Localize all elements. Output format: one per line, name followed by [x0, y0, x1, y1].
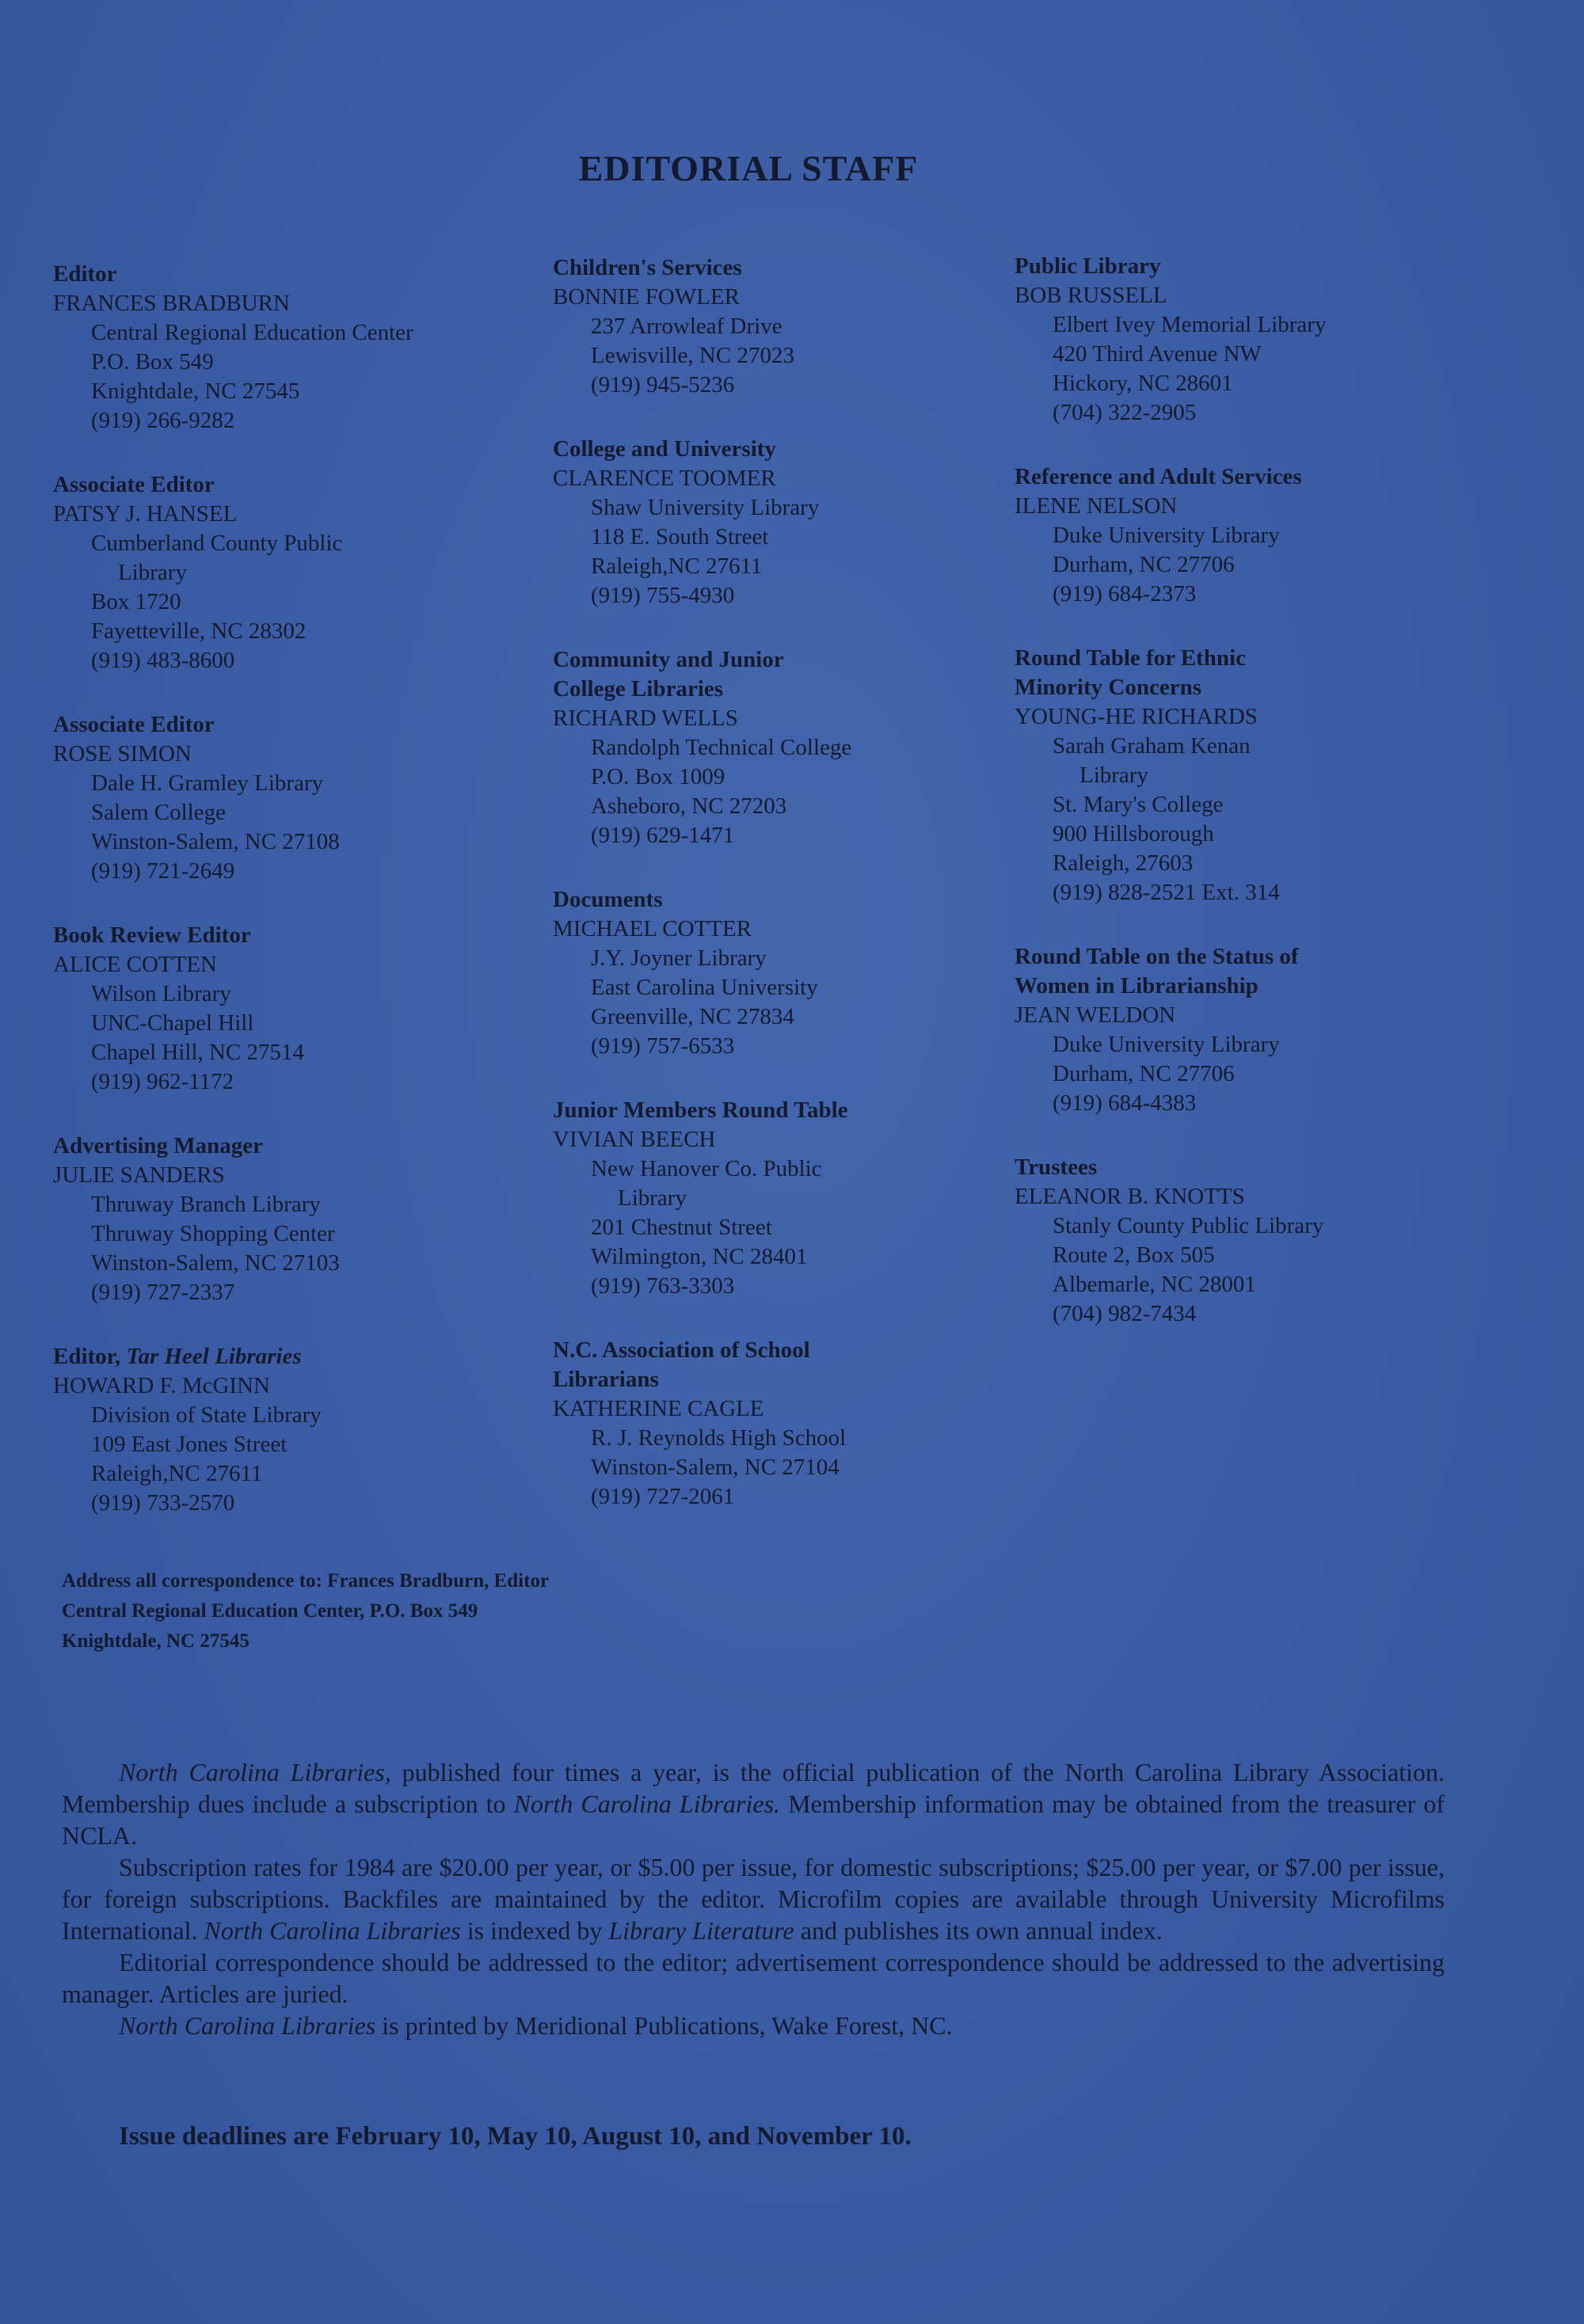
publication-info [62, 1756, 1445, 2041]
staff-phone: (919) 763-3303 [591, 1273, 735, 1299]
staff-name: ELEANOR B. KNOTTS [1015, 1184, 1245, 1209]
staff-role: Book Review Editor [53, 922, 251, 948]
staff-entry [1015, 252, 1521, 428]
staff-entry [553, 885, 1028, 1061]
staff-address-line: Raleigh,NC 27611 [91, 1461, 263, 1486]
staff-address-line: UNC-Chapel Hill [91, 1010, 254, 1036]
publication-paragraph [62, 1756, 1445, 1851]
staff-address-line: Winston-Salem, NC 27108 [91, 829, 340, 854]
staff-address-line: 201 Chestnut Street [591, 1215, 772, 1240]
staff-role: College Libraries [553, 676, 724, 702]
staff-address-line: Salem College [91, 800, 226, 825]
staff-name: CLARENCE TOOMER [553, 466, 776, 491]
staff-entry [1015, 1153, 1521, 1329]
staff-name: ALICE COTTEN [53, 952, 217, 977]
staff-address-line: Shaw University Library [591, 495, 820, 520]
staff-address-line: 118 E. South Street [591, 524, 769, 550]
staff-role: Advertising Manager [53, 1133, 263, 1158]
staff-role: Associate Editor [53, 712, 215, 737]
staff-address-line: 237 Arrowleaf Drive [591, 314, 782, 339]
staff-phone: (919) 727-2061 [591, 1484, 735, 1509]
staff-entry [53, 1342, 544, 1518]
staff-phone: (919) 755-4930 [591, 583, 735, 608]
staff-phone: (704) 982-7434 [1053, 1301, 1197, 1326]
publication-title: North Carolina Libraries [119, 2011, 376, 2040]
staff-column-1 [53, 260, 544, 1553]
staff-address-line: Fayetteville, NC 28302 [91, 618, 307, 644]
staff-address-line: New Hanover Co. Public [591, 1156, 822, 1181]
staff-role: Community and Junior [553, 647, 784, 672]
staff-address-line: P.O. Box 1009 [591, 764, 725, 789]
staff-entry [53, 710, 544, 886]
staff-address-line: Wilmington, NC 28401 [591, 1244, 808, 1269]
staff-entry [1015, 462, 1521, 609]
staff-entry [1015, 942, 1521, 1118]
staff-role: N.C. Association of School [553, 1337, 810, 1363]
publication-paragraph: Editorial correspondence should be addressed to the editor; advertisement correspondence should be addressed to the advertising manager. Articles are juried. [62, 1948, 1445, 2008]
staff-phone: (704) 322-2905 [1053, 400, 1197, 425]
staff-name: YOUNG-HE RICHARDS [1015, 704, 1258, 729]
staff-entry [53, 260, 544, 436]
staff-entry [553, 1336, 1028, 1512]
staff-entry [53, 470, 544, 675]
publication-title: North Carolina Libraries. [513, 1790, 781, 1818]
staff-name: HOWARD F. McGINN [53, 1373, 270, 1398]
publication-text: is indexed by [460, 1916, 609, 1945]
staff-address-line: Greenville, NC 27834 [591, 1004, 794, 1029]
staff-entry [53, 921, 544, 1097]
publication-text: Subscription rates for 1984 are $20.00 per year, or $5.00 per issue, for domestic subscriptions; $25.00 per year, or $7.00 per issue, for foreign subscriptions. Backfiles are maintained by the editor. Microfilm copies are available through University Microfilms International. [62, 1853, 1445, 1945]
staff-name: RICHARD WELLS [553, 706, 738, 731]
staff-address-line: Sarah Graham Kenan [1053, 733, 1251, 759]
staff-phone: (919) 629-1471 [591, 823, 735, 848]
staff-name: BONNIE FOWLER [553, 284, 741, 310]
publication-paragraph [62, 2010, 1445, 2041]
staff-name: ILENE NELSON [1015, 493, 1178, 519]
staff-address-line: 109 East Jones Street [91, 1432, 287, 1457]
staff-address-line: Central Regional Education Center [91, 320, 413, 345]
staff-address-line: Box 1720 [91, 589, 181, 614]
staff-address-line: Lewisville, NC 27023 [591, 343, 794, 368]
staff-address-line: Duke University Library [1053, 1032, 1280, 1057]
staff-role-prefix: Editor, [53, 1344, 127, 1369]
staff-name: PATSY J. HANSEL [53, 501, 238, 527]
staff-role: Round Table for Ethnic [1015, 645, 1246, 671]
staff-name: JEAN WELDON [1015, 1002, 1176, 1028]
staff-phone: (919) 727-2337 [91, 1280, 235, 1305]
staff-role: Public Library [1015, 253, 1161, 279]
publication-paragraph [62, 1851, 1445, 1946]
staff-role: Documents [553, 887, 663, 912]
staff-entry [53, 1132, 544, 1307]
issue-deadlines: Issue deadlines are February 10, May 10, August 10, and November 10. [119, 2122, 912, 2151]
staff-address-line: J.Y. Joyner Library [591, 945, 767, 971]
staff-name: JULIE SANDERS [53, 1162, 225, 1188]
staff-phone: (919) 828-2521 Ext. 314 [1053, 880, 1280, 905]
staff-role: Women in Librarianship [1015, 973, 1258, 998]
staff-phone: (919) 733-2570 [91, 1490, 235, 1516]
publication-text: published four times a year, is the official publication of the North Carolina Library Association. Membership dues include a subscription to [62, 1758, 1445, 1818]
staff-phone: (919) 757-6533 [591, 1033, 735, 1059]
page-title: EDITORIAL STAFF [578, 148, 919, 188]
correspondence-line: Address all correspondence to: Frances Bradburn, Editor [62, 1570, 550, 1592]
staff-address-line: Randolph Technical College [591, 735, 852, 760]
staff-role: Librarians [553, 1367, 659, 1392]
staff-address-line: Wilson Library [91, 981, 231, 1006]
staff-address-line: Albemarle, NC 28001 [1053, 1272, 1256, 1297]
staff-name: KATHERINE CAGLE [553, 1396, 764, 1421]
staff-address-line: Dale H. Gramley Library [91, 770, 324, 796]
staff-role: Associate Editor [53, 472, 215, 497]
staff-address-line: 900 Hillsborough [1053, 821, 1214, 846]
publication-text: and publishes its own annual index. [794, 1916, 1163, 1945]
staff-phone: (919) 684-2373 [1053, 581, 1197, 607]
staff-entry [553, 645, 1028, 850]
staff-address-line: P.O. Box 549 [91, 349, 214, 375]
staff-role [53, 1342, 544, 1371]
correspondence-address [62, 1566, 549, 1656]
staff-address-line: Winston-Salem, NC 27104 [591, 1455, 840, 1480]
publication-title: North Carolina Libraries [204, 1916, 461, 1945]
staff-entry [1015, 644, 1521, 907]
staff-role-italic: Tar Heel Libraries [126, 1344, 302, 1369]
staff-role: Reference and Adult Services [1015, 464, 1302, 489]
staff-address-line: Durham, NC 27706 [1053, 1061, 1235, 1086]
staff-address-line: Thruway Branch Library [91, 1192, 321, 1217]
staff-role: College and University [553, 436, 776, 462]
staff-address-line: Durham, NC 27706 [1053, 552, 1235, 577]
staff-phone: (919) 721-2649 [91, 858, 235, 884]
staff-role: Junior Members Round Table [553, 1097, 848, 1123]
staff-phone: (919) 266-9282 [91, 408, 235, 433]
staff-name: VIVIAN BEECH [553, 1127, 716, 1152]
publication-title: Library Literature [608, 1916, 794, 1945]
staff-entry [553, 253, 1028, 400]
staff-address-line: Library [1079, 763, 1148, 788]
staff-address-line: Library [118, 560, 187, 585]
staff-address-line: Raleigh, 27603 [1053, 850, 1194, 876]
staff-phone: (919) 962-1172 [91, 1069, 234, 1094]
staff-address-line: Hickory, NC 28601 [1053, 371, 1233, 396]
staff-address-line: 420 Third Avenue NW [1053, 341, 1262, 367]
staff-address-line: Asheboro, NC 27203 [591, 793, 787, 819]
staff-entry [553, 1096, 1028, 1301]
staff-column-2 [553, 253, 1028, 1546]
staff-address-line: Library [618, 1185, 687, 1211]
staff-address-line: Raleigh,NC 27611 [591, 553, 763, 579]
staff-address-line: Route 2, Box 505 [1053, 1242, 1215, 1268]
staff-name: MICHAEL COTTER [553, 916, 752, 941]
staff-address-line: Elbert Ivey Memorial Library [1053, 312, 1327, 337]
staff-address-line: Chapel Hill, NC 27514 [91, 1040, 305, 1065]
staff-address-line: East Carolina University [591, 975, 818, 1000]
staff-role: Children's Services [553, 255, 742, 280]
staff-role: Editor [53, 261, 117, 287]
correspondence-line: Central Regional Education Center, P.O. Box 549 [62, 1600, 478, 1622]
staff-address-line: Division of State Library [91, 1402, 322, 1428]
publication-title: North Carolina Libraries, [119, 1758, 391, 1786]
staff-role: Minority Concerns [1015, 675, 1201, 700]
staff-phone: (919) 945-5236 [591, 372, 735, 397]
staff-address-line: Knightdale, NC 27545 [91, 378, 300, 404]
staff-phone: (919) 684-4383 [1053, 1090, 1197, 1116]
staff-address-line: Winston-Salem, NC 27103 [91, 1250, 340, 1276]
staff-name: ROSE SIMON [53, 741, 192, 766]
staff-address-line: Thruway Shopping Center [91, 1221, 335, 1246]
correspondence-line: Knightdale, NC 27545 [62, 1630, 249, 1652]
staff-entry [553, 435, 1028, 610]
publication-text: is printed by Meridional Publications, Wake Forest, NC. [375, 2011, 953, 2040]
staff-name: BOB RUSSELL [1015, 283, 1167, 308]
staff-address-line: Cumberland County Public [91, 531, 343, 556]
staff-name: FRANCES BRADBURN [53, 291, 290, 316]
staff-address-line: Stanly County Public Library [1053, 1213, 1324, 1238]
staff-phone: (919) 483-8600 [91, 648, 235, 673]
staff-role: Round Table on the Status of [1015, 944, 1299, 969]
staff-address-line: Duke University Library [1053, 523, 1280, 548]
staff-column-3 [1015, 252, 1521, 1364]
staff-role: Trustees [1015, 1154, 1098, 1180]
staff-address-line: St. Mary's College [1053, 792, 1224, 817]
staff-address-line: R. J. Reynolds High School [591, 1425, 847, 1451]
publication-text: Membership information may be obtained from the treasurer of NCLA. [62, 1790, 1445, 1850]
